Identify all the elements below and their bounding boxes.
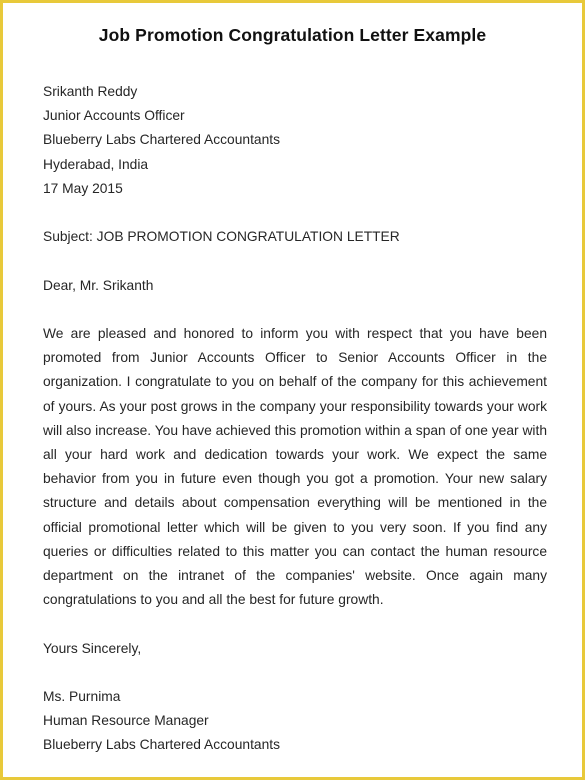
- sender-name: Srikanth Reddy: [43, 84, 138, 99]
- letter-body: We are pleased and honored to inform you with respect that you have been promoted from Junior Accounts Officer to Senior Accounts Officer in the organization. I congratulate to you on behalf of the company for this achievement of yours. As your post grows in the company your responsibility towards your work will also increase. You have achieved this promotion within a span of one year with all your hard work and dedication towards your work. We expect the same behavior from you in future even though you got a promotion. Your new salary structure and details about compensation everything will be mentioned in the official promotional letter which will be given to you very soon. If you find any queries or difficulties related to this matter you can contact the human resource department on the intranet of the companies' website. Once again many congratulations to you and all the best for future growth.: [43, 325, 547, 608]
- letter-content: [43, 80, 547, 758]
- signer-name: Ms. Purnima: [43, 689, 121, 704]
- page-title: Job Promotion Congratulation Letter Example: [98, 25, 487, 45]
- sender-company: Blueberry Labs Chartered Accountants: [43, 132, 280, 148]
- sender-city: Hyderabad, India: [43, 156, 149, 172]
- sender-position: Junior Accounts Officer: [43, 108, 185, 124]
- signer-block: [43, 685, 547, 758]
- letter-closing: Yours Sincerely,: [43, 640, 142, 656]
- letter-date: 17 May 2015: [43, 180, 123, 196]
- signer-company: Blueberry Labs Chartered Accountants: [43, 737, 280, 753]
- signer-position: Human Resource Manager: [43, 713, 209, 729]
- letter-subject: Subject: JOB PROMOTION CONGRATULATION LETTER: [43, 229, 400, 245]
- sender-block: [43, 80, 547, 201]
- letter-salutation: Dear, Mr. Srikanth: [43, 277, 154, 293]
